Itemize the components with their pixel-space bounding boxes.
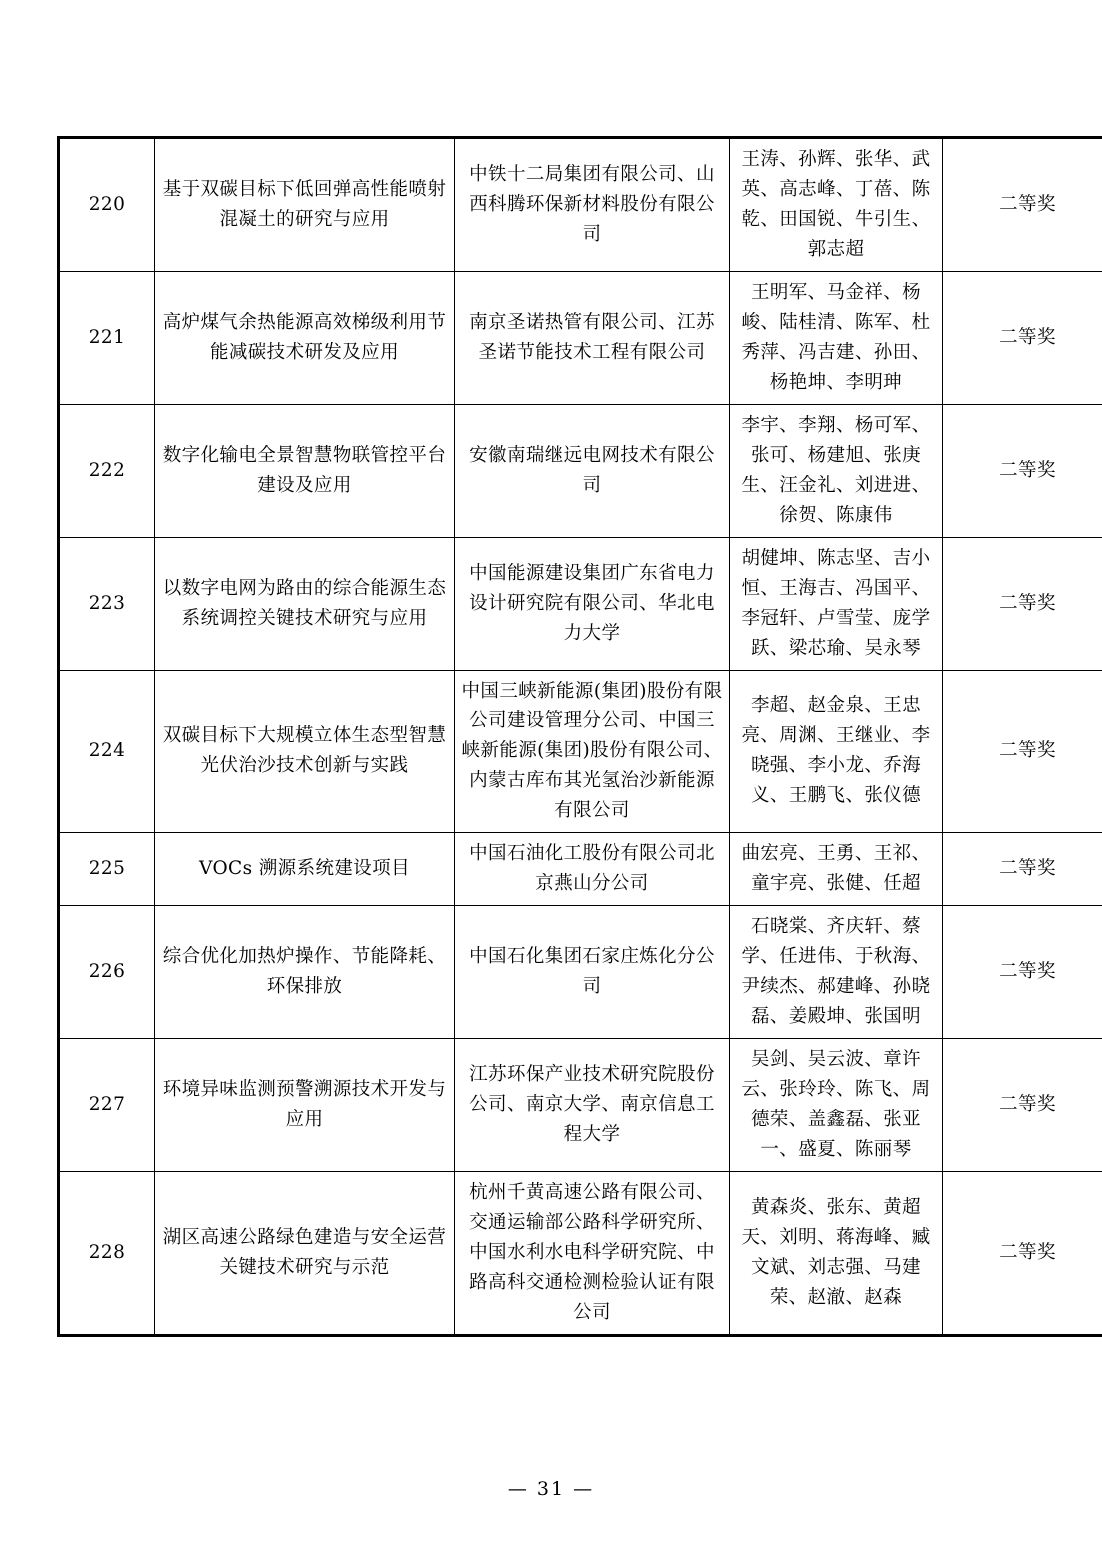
table-row [59,537,1102,670]
organization: 中铁十二局集团有限公司、山西科腾环保新材料股份有限公司 [469,163,715,245]
organization-cell [455,1039,730,1172]
row-number: 228 [88,1241,126,1263]
organization: 江苏环保产业技术研究院股份公司、南京大学、南京信息工程大学 [469,1064,715,1146]
project-name-cell [155,271,455,404]
contributors-cell [730,670,943,833]
organization-cell [455,138,730,272]
award-level-cell [943,138,1102,272]
award-level: 二等奖 [999,1241,1056,1263]
award-level: 二等奖 [999,592,1056,614]
award-level-cell [943,833,1102,906]
award-table-body [59,138,1102,1336]
project-name: 双碳目标下大规模立体生态型智慧光伏治沙技术创新与实践 [162,725,447,777]
organization-cell [455,906,730,1039]
organization: 中国三峡新能源(集团)股份有限公司建设管理分公司、中国三峡新能源(集团)股份有限公司、内蒙古库布其光氢治沙新能源有限公司 [461,680,723,822]
contributors: 胡健坤、陈志坚、吉小恒、王海吉、冯国平、李冠轩、卢雪莹、庞学跃、梁芯瑜、吴永琴 [741,547,931,659]
project-name: 湖区高速公路绿色建造与安全运营关键技术研究与示范 [162,1226,447,1278]
organization-cell [455,670,730,833]
row-number-cell [59,537,155,670]
contributors-cell [730,1172,943,1336]
award-level: 二等奖 [999,858,1056,880]
organization: 中国能源建设集团广东省电力设计研究院有限公司、华北电力大学 [469,562,715,644]
award-level-cell [943,670,1102,833]
project-name-cell [155,537,455,670]
award-level: 二等奖 [999,961,1056,983]
table-row [59,138,1102,272]
row-number: 225 [88,858,126,880]
contributors: 李宇、李翔、杨可军、张可、杨建旭、张庚生、汪金礼、刘进进、徐贺、陈康伟 [741,414,931,526]
row-number: 223 [88,592,126,614]
contributors-cell [730,833,943,906]
organization: 杭州千黄高速公路有限公司、交通运输部公路科学研究所、中国水利水电科学研究院、中路高科交通检测检验认证有限公司 [469,1182,715,1323]
row-number-cell [59,906,155,1039]
row-number-cell [59,138,155,272]
project-name-cell [155,670,455,833]
row-number: 227 [88,1094,126,1116]
project-name-cell [155,1039,455,1172]
award-level-cell [943,1039,1102,1172]
organization: 中国石油化工股份有限公司北京燕山分公司 [469,843,715,895]
project-name: 高炉煤气余热能源高效梯级利用节能减碳技术研发及应用 [162,311,447,363]
contributors-cell [730,906,943,1039]
contributors: 黄森炎、张东、黄超天、刘明、蒋海峰、臧文斌、刘志强、马建荣、赵澈、赵森 [741,1197,931,1308]
row-number-cell [59,404,155,537]
contributors: 王明军、马金祥、杨峻、陆桂清、陈军、杜秀萍、冯吉建、孙田、杨艳坤、李明珅 [741,281,931,393]
organization-cell [455,833,730,906]
organization-cell [455,271,730,404]
contributors: 李超、赵金泉、王忠亮、周渊、王继业、李晓强、李小龙、乔海义、王鹏飞、张仪德 [741,695,931,807]
organization: 安徽南瑞继远电网技术有限公司 [469,444,715,496]
table-row [59,670,1102,833]
project-name-cell [155,404,455,537]
table-row [59,833,1102,906]
row-number-cell [59,1172,155,1336]
project-name-cell [155,138,455,272]
contributors: 王涛、孙辉、张华、武英、高志峰、丁蓓、陈乾、田国锐、牛引生、郭志超 [741,149,931,260]
contributors-cell [730,404,943,537]
organization: 南京圣诺热管有限公司、江苏圣诺节能技术工程有限公司 [469,311,715,363]
award-level-cell [943,906,1102,1039]
page-number: — 31 — [507,1478,595,1500]
project-name: VOCs 溯源系统建设项目 [199,858,410,880]
contributors-cell [730,138,943,272]
award-level-cell [943,1172,1102,1336]
project-name: 数字化输电全景智慧物联管控平台建设及应用 [162,444,447,496]
project-name-cell [155,1172,455,1336]
award-level: 二等奖 [999,740,1056,762]
row-number: 221 [88,326,126,348]
table-row [59,271,1102,404]
award-level: 二等奖 [999,326,1056,348]
contributors: 吴剑、吴云波、章许云、张玲玲、陈飞、周德荣、盖鑫磊、张亚一、盛夏、陈丽琴 [741,1049,931,1161]
organization-cell [455,404,730,537]
project-name: 基于双碳目标下低回弹高性能喷射混凝土的研究与应用 [162,178,447,230]
table-row [59,906,1102,1039]
project-name-cell [155,833,455,906]
row-number: 222 [88,459,126,481]
award-level: 二等奖 [999,193,1056,215]
contributors-cell [730,1039,943,1172]
row-number-cell [59,1039,155,1172]
organization-cell [455,537,730,670]
row-number-cell [59,833,155,906]
project-name: 以数字电网为路由的综合能源生态系统调控关键技术研究与应用 [162,577,447,629]
project-name-cell [155,906,455,1039]
award-table-container [57,136,1056,1337]
table-row [59,1039,1102,1172]
organization-cell [455,1172,730,1336]
table-row [59,1172,1102,1336]
contributors-cell [730,271,943,404]
award-level-cell [943,271,1102,404]
award-table [57,136,1102,1337]
award-level-cell [943,537,1102,670]
award-level-cell [943,404,1102,537]
row-number-cell [59,670,155,833]
contributors-cell [730,537,943,670]
award-level: 二等奖 [999,1094,1056,1116]
table-row [59,404,1102,537]
row-number: 220 [88,193,126,215]
organization: 中国石化集团石家庄炼化分公司 [469,946,715,998]
row-number: 224 [88,740,126,762]
project-name: 环境异味监测预警溯源技术开发与应用 [162,1079,447,1131]
contributors: 石晓棠、齐庆轩、蔡学、任进伟、于秋海、尹续杰、郝建峰、孙晓磊、姜殿坤、张国明 [741,916,931,1028]
row-number-cell [59,271,155,404]
project-name: 综合优化加热炉操作、节能降耗、环保排放 [162,946,447,998]
row-number: 226 [88,961,126,983]
award-level: 二等奖 [999,459,1056,481]
contributors: 曲宏亮、王勇、王祁、童宇亮、张健、任超 [741,843,931,895]
